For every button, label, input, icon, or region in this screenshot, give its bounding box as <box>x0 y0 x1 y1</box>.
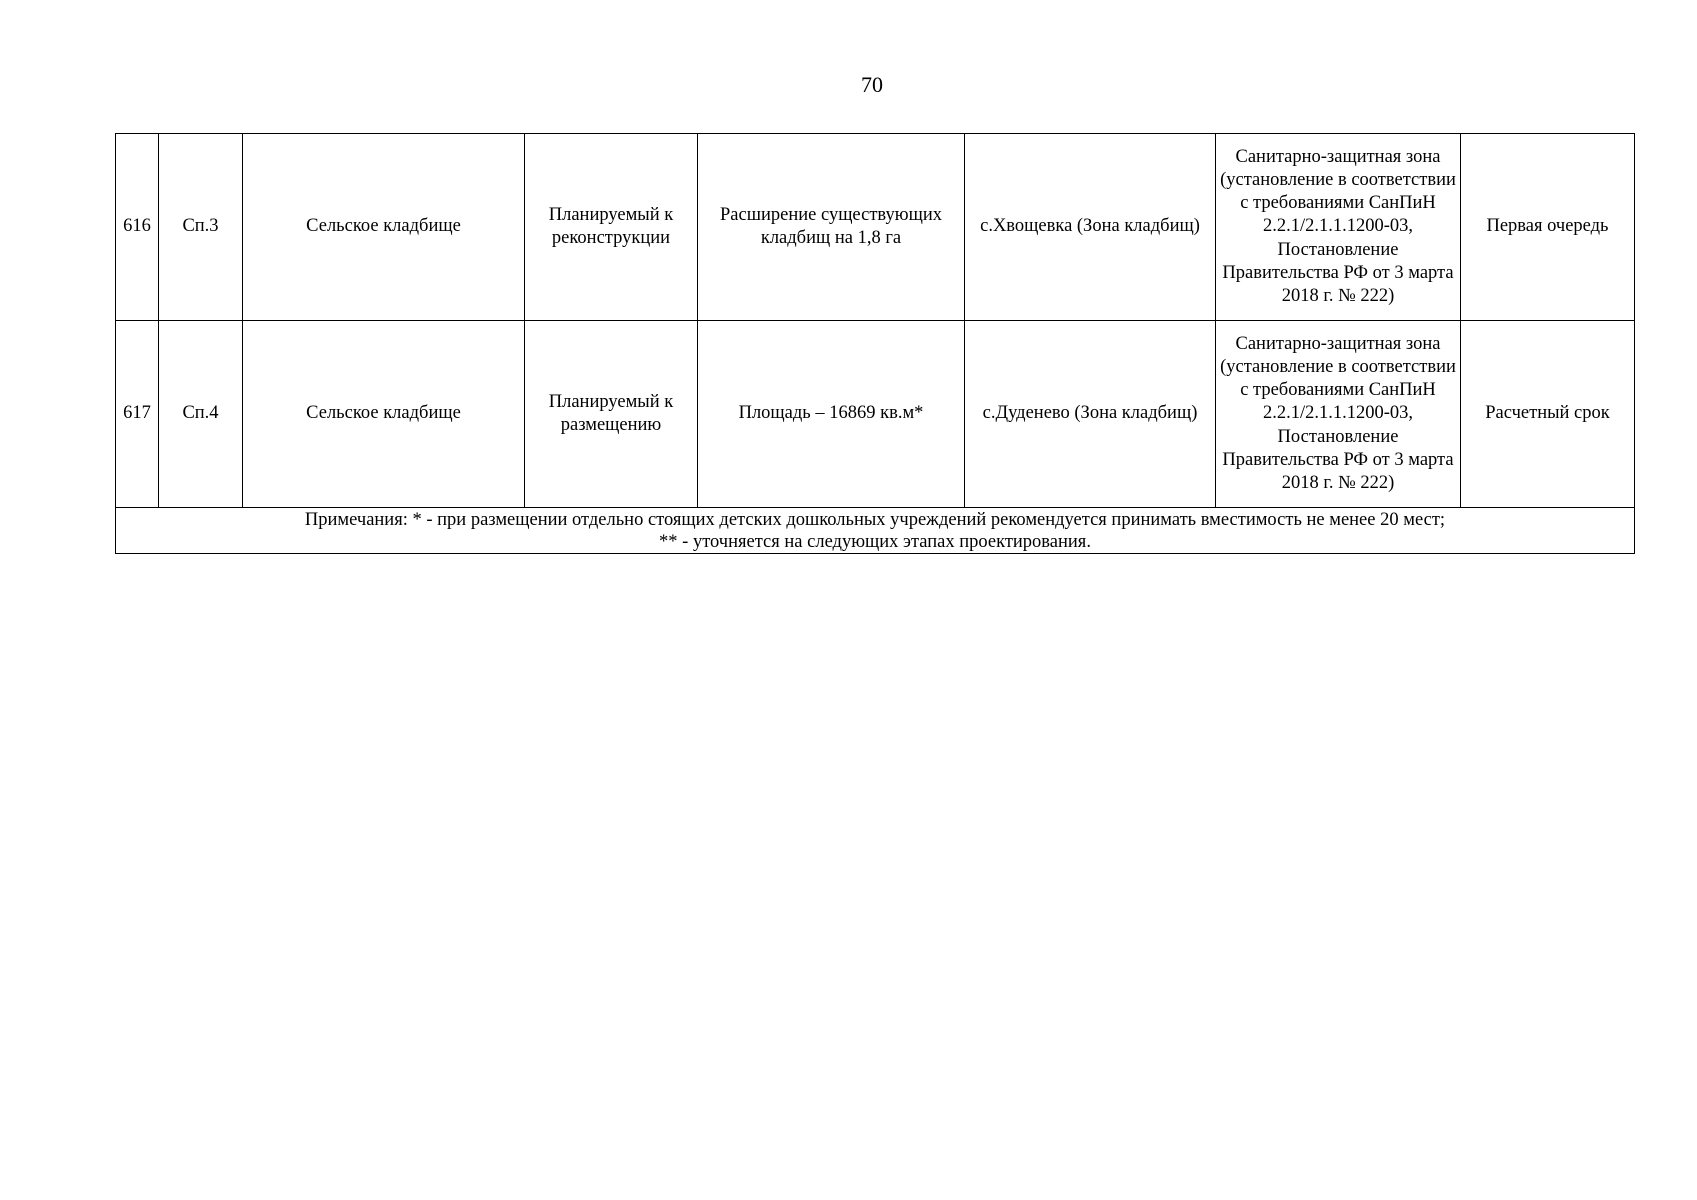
object-code: Сп.3 <box>159 134 243 321</box>
object-status: Планируемый к размещению <box>525 321 698 508</box>
table-row <box>116 321 1635 508</box>
notes-row <box>116 508 1635 554</box>
object-location: с.Дуденево (Зона кладбищ) <box>965 321 1216 508</box>
note-line-2: ** - уточняется на следующих этапах проектирования. <box>659 531 1091 552</box>
notes-cell <box>116 508 1635 554</box>
object-status: Планируемый к реконструкции <box>525 134 698 321</box>
object-code: Сп.4 <box>159 321 243 508</box>
object-term: Первая очередь <box>1461 134 1635 321</box>
object-zone: Санитарно-защитная зона (установление в соответствии с требованиями СанПиН 2.2.1/2.1.1.1200-03, Постановление Правительства РФ от 3 марта 2018 г. № 222) <box>1216 321 1461 508</box>
objects-table <box>115 133 1635 554</box>
object-term: Расчетный срок <box>1461 321 1635 508</box>
object-characteristics: Площадь – 16869 кв.м* <box>698 321 965 508</box>
row-number: 616 <box>116 134 159 321</box>
row-number: 617 <box>116 321 159 508</box>
object-location: с.Хвощевка (Зона кладбищ) <box>965 134 1216 321</box>
table-row <box>116 134 1635 321</box>
object-name: Сельское кладбище <box>243 134 525 321</box>
object-characteristics: Расширение существующих кладбищ на 1,8 га <box>698 134 965 321</box>
page-number: 70 <box>861 72 883 97</box>
note-line-1: Примечания: * - при размещении отдельно стоящих детских дошкольных учреждений рекомендуется принимать вместимость не менее 20 мест; <box>304 509 1446 530</box>
object-zone: Санитарно-защитная зона (установление в соответствии с требованиями СанПиН 2.2.1/2.1.1.1200-03, Постановление Правительства РФ от 3 марта 2018 г. № 222) <box>1216 134 1461 321</box>
object-name: Сельское кладбище <box>243 321 525 508</box>
